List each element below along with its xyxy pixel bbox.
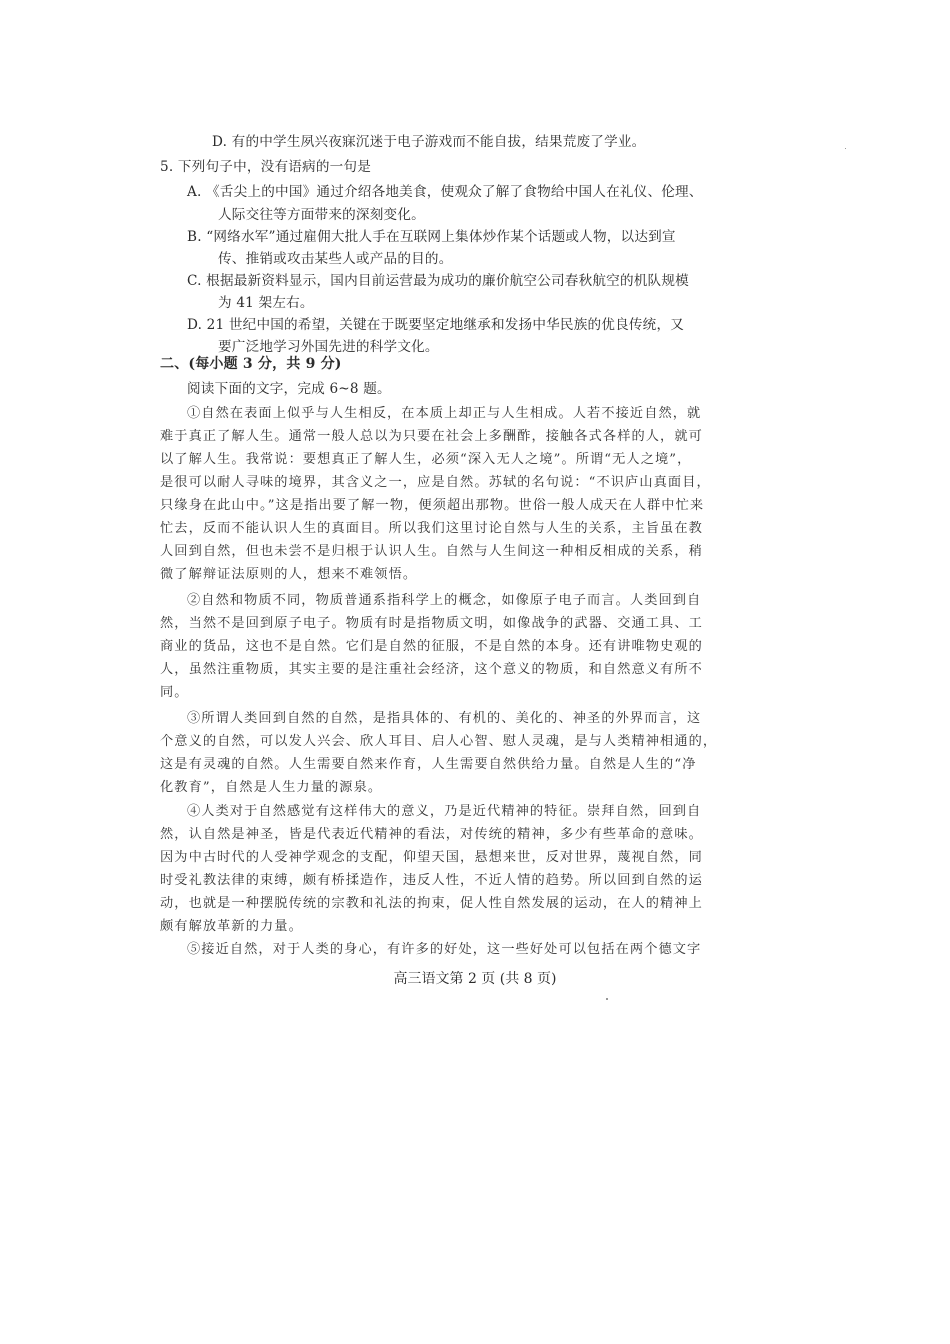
reading-instruction: 阅读下面的文字，完成 6~8 题。: [187, 381, 391, 397]
passage-line: ②自然和物质不同，物质普通系指科学上的概念，如像原子电子而言。人类回到自: [187, 593, 702, 608]
q5-option-c-line2: 为 41 架左右。: [218, 295, 314, 311]
passage-line: ⑤接近自然，对于人类的身心，有许多的好处，这一些好处可以包括在两个德文字: [187, 942, 702, 957]
q5-option-a-line1: A. 《舌尖上的中国》通过介绍各地美食，使观众了解了食物给中国人在礼仪、伦理、: [187, 184, 703, 200]
passage-line: 然，当然不是回到原子电子。物质有时是指物质文明，如像战争的武器、交通工具、工: [160, 616, 703, 631]
passage-line: 然，认自然是神圣，皆是代表近代精神的看法，对传统的精神，多少有些革命的意味。: [160, 827, 703, 842]
passage-line: 动，也就是一种摆脱传统的宗教和礼法的拘束，促人性自然发展的运动，在人的精神上: [160, 896, 703, 911]
passage-line: ①自然在表面上似乎与人生相反，在本质上却正与人生相成。人若不接近自然，就: [187, 406, 702, 421]
q5-option-a-line2: 人际交往等方面带来的深刻变化。: [218, 207, 425, 223]
page-footer: 高三语文第 2 页 (共 8 页): [393, 971, 557, 987]
q5-option-b-line2: 传、推销或攻击某些人或产品的目的。: [218, 251, 453, 267]
passage-line: 只缘身在此山中。”这是指出要了解一物，便须超出那物。世俗一般人成天在人群中忙来: [160, 498, 705, 513]
passage-line: 颇有解放革新的力量。: [160, 919, 303, 934]
q5-option-d-line1: D. 21 世纪中国的希望，关键在于既要坚定地继承和发扬中华民族的优良传统，又: [187, 317, 685, 333]
passage-line: 是很可以耐人寻味的境界，其含义之一，应是自然。苏轼的名句说：“不识庐山真面目，: [160, 475, 711, 490]
passage-line: 人回到自然，但也未尝不是归根于认识人生。自然与人生间这一种相反相成的关系，稍: [160, 544, 703, 559]
q4-option-d: D. 有的中学生夙兴夜寐沉迷于电子游戏而不能自拔，结果荒废了学业。: [212, 134, 646, 150]
passage-line: 化教育”，自然是人生力量的源泉。: [160, 780, 383, 795]
passage-line: 因为中古时代的人受神学观念的支配，仰望天国，悬想来世，反对世界，蔑视自然，同: [160, 850, 703, 865]
passage-line: 时受礼教法律的束缚，颇有桥揉造作，违反人性，不近人情的趋势。所以回到自然的运: [160, 873, 703, 888]
section-2-title: 二、(每小题 3 分，共 9 分): [160, 356, 342, 372]
passage-line: 这是有灵魂的自然。人生需要自然来作育，人生需要自然供给力量。自然是人生的“净: [160, 757, 697, 772]
passage-line: 难于真正了解人生。通常一般人总以为只要在社会上多酬酢，接触各式各样的人，就可: [160, 429, 703, 444]
scan-speck: [845, 148, 846, 149]
passage-line: 同。: [160, 685, 189, 700]
passage-line: 忙去，反而不能认识人生的真面目。所以我们这里讨论自然与人生的关系，主旨虽在教: [160, 521, 703, 536]
passage-line: 个意义的自然，可以发人兴会、欣人耳目、启人心智、慰人灵魂，是与人类精神相通的，: [160, 734, 718, 749]
scan-speck: [606, 998, 608, 1000]
q5-option-b-line1: B. “网络水军”通过雇佣大批人手在互联网上集体炒作某个话题或人物，以达到宣: [187, 229, 676, 245]
passage-line: 微了解辩证法原则的人，想来不难领悟。: [160, 567, 418, 582]
passage-line: 商业的货品，这也不是自然。它们是自然的征服，不是自然的本身。还有讲唯物史观的: [160, 639, 703, 654]
q5-option-d-line2: 要广泛地学习外国先进的科学文化。: [218, 339, 439, 355]
passage-line: 人，虽然注重物质，其实主要的是注重社会经济，这个意义的物质，和自然意义有所不: [160, 662, 703, 677]
passage-line: ③所谓人类回到自然的自然，是指具体的、有机的、美化的、神圣的外界而言，这: [187, 711, 702, 726]
q5-stem: 5. 下列句子中，没有语病的一句是: [160, 159, 372, 175]
passage-line: 以了解人生。我常说：要想真正了解人生，必须“深入无人之境”。所谓“无人之境”，: [160, 452, 692, 467]
q5-option-c-line1: C. 根据最新资料显示，国内目前运营最为成功的廉价航空公司春秋航空的机队规模: [187, 273, 689, 289]
passage-line: ④人类对于自然感觉有这样伟大的意义，乃是近代精神的特征。崇拜自然，回到自: [187, 804, 702, 819]
